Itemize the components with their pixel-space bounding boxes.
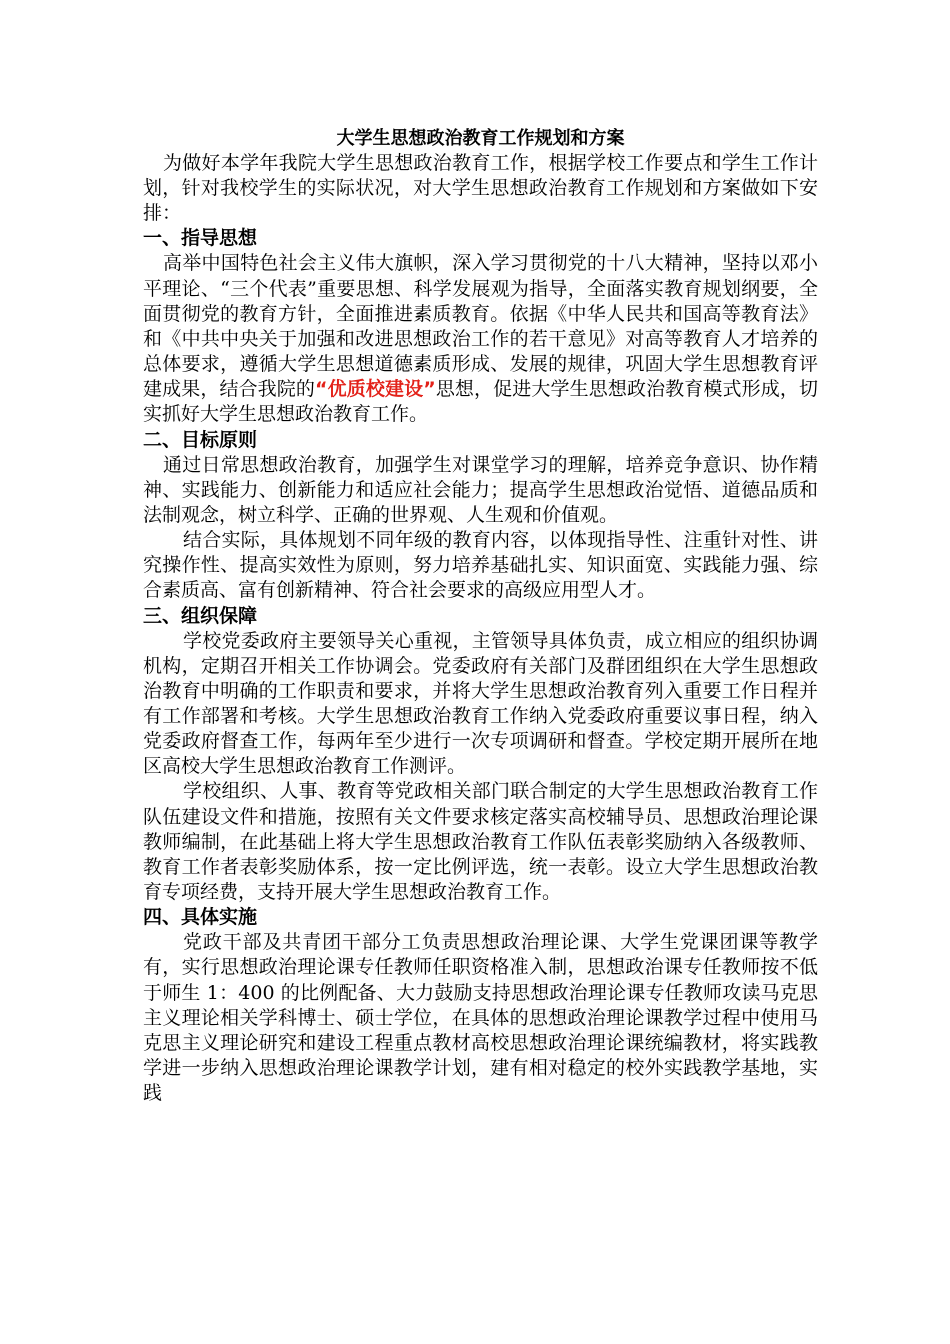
organization-paragraph-2: 学校组织、人事、教育等党政相关部门联合制定的大学生思想政治教育工作队伍建设文件和措施，按照有关文件要求核定落实高校辅导员、思想政治理论课教师编制，在此基础上将大学生思想政治教育工作队伍表彰奖励纳入各级教师、教育工作者表彰奖励体系，按一定比例评选，统一表彰。设立大学生思想政治教育专项经费，支持开展大学生思想政治教育工作。 (143, 780, 818, 904)
document-title: 大学生思想政治教育工作规划和方案 (336, 128, 625, 149)
goals-paragraph-1: 通过日常思想政治教育，加强学生对课堂学习的理解，培养竞争意识、协作精神、实践能力、创新能力和适应社会能力；提高学生思想政治觉悟、道德品质和法制观念，树立科学、正确的世界观、人生观和价值观。 (143, 453, 818, 526)
organization-paragraph-1: 学校党委政府主要领导关心重视，主管领导具体负责，成立相应的组织协调机构，定期召开相关工作协调会。党委政府有关部门及群团组织在大学生思想政治教育中明确的工作职责和要求，并将大学生思想政治教育列入重要工作日程并有工作部署和考核。大学生思想政治教育工作纳入党委政府重要议事日程，纳入党委政府督查工作，每两年至少进行一次专项调研和督查。学校定期开展所在地区高校大学生思想政治教育工作测评。 (143, 629, 818, 778)
section-heading-implementation: 四、具体实施 (143, 906, 258, 929)
section-heading-goals-principles: 二、目标原则 (143, 428, 258, 451)
guiding-ideology-text-before: 高举中国特色社会主义伟大旗帜，深入学习贯彻党的十八大精神，坚持以邓小平理论、“三个代表”重要思想、科学发展观为指导，全面落实教育规划纲要，全面贯彻党的教育方针，全面推进素质教育。依据《中华人民共和国高等教育法》和《中共中央关于加强和改进思想政治工作的若干意见》对高等教育人才培养的总体要求，遵循大学生思想道德素质形成、发展的规律，巩固大学生思想教育评建成果，结合我院的 (143, 252, 818, 401)
highlight-quality-school: “优质校建设” (315, 378, 436, 401)
intro-paragraph: 为做好本学年我院大学生思想政治教育工作，根据学校工作要点和学生工作计划，针对我校学生的实际状况，对大学生思想政治教育工作规划和方案做如下安排： (143, 152, 818, 225)
guiding-ideology-paragraph (143, 251, 818, 427)
section-heading-guiding-ideology: 一、指导思想 (143, 227, 258, 250)
document-page (143, 126, 818, 1106)
guiding-ideology-text-after: 思想，促进大学生思想政治教育模式形成，切实抓好大学生思想政治教育工作。 (143, 378, 818, 426)
goals-paragraph-2: 结合实际，具体规划不同年级的教育内容，以体现指导性、注重针对性、讲究操作性、提高实效性为原则，努力培养基础扎实、知识面宽、实践能力强、综合素质高、富有创新精神、符合社会要求的高级应用型人才。 (143, 529, 818, 602)
implementation-paragraph-1: 党政干部及共青团干部分工负责思想政治理论课、大学生党课团课等教学有，实行思想政治理论课专任教师任职资格准入制，思想政治课专任教师按不低于师生 1：400 的比例配备、大力鼓励支持思想政治理论课专任教师攻读马克思主义理论相关学科博士、硕士学位，在具体的思想政治理论课教学过程中使用马克思主义理论研究和建设工程重点教材高校思想政治理论课统编教材，将实践教学进一步纳入思想政治理论课教学计划，建有相对稳定的校外实践教学基地，实践 (143, 931, 818, 1105)
section-heading-organization: 三、组织保障 (143, 604, 258, 627)
